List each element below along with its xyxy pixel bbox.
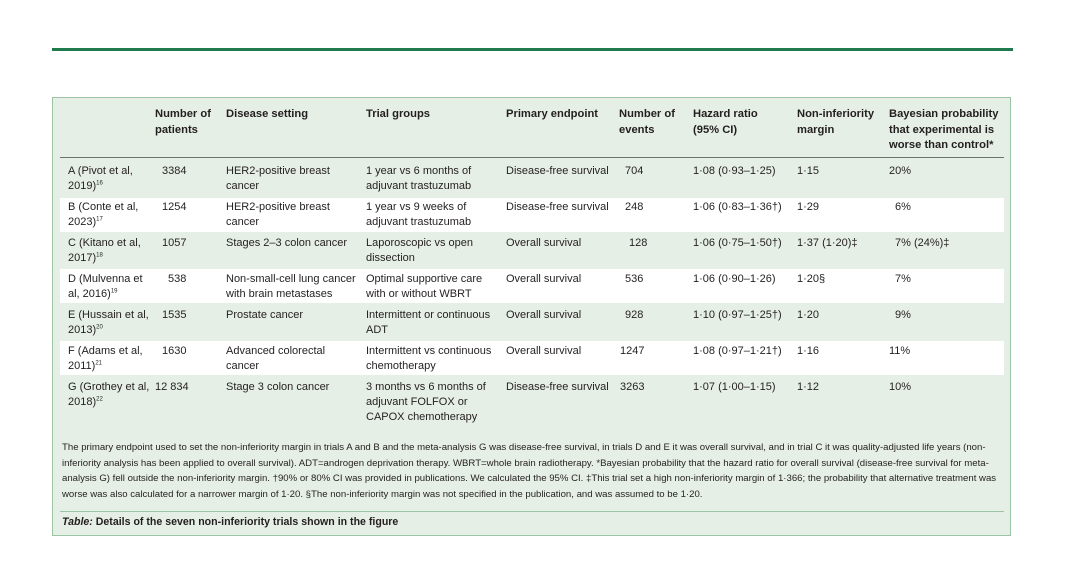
trial-name: G (Grothey et al, 2018)$^{22}$ (68, 381, 150, 408)
hazard-ratio-value: 1·08 (0·93–1·25) (693, 165, 776, 177)
hazard-ratio-value: 1·06 (0·83–1·36†) (693, 201, 782, 213)
hazard-ratio-value: 1·08 (0·97–1·21†) (693, 345, 782, 357)
trial-name: A (Pivot et al, 2019)$^{16}$ (68, 165, 133, 192)
margin-value: 1·15 (797, 165, 820, 177)
disease-setting-value: HER2-positive breast cancer (226, 165, 330, 192)
header-patients: Number of patients (155, 108, 211, 136)
header-events: Number of events (619, 108, 675, 136)
reference-number: 21 (95, 360, 103, 367)
top-rule (52, 48, 1013, 51)
events-value: 3263 (620, 381, 645, 393)
patients-value: 12 834 (155, 381, 189, 393)
endpoint-value: Overall survival (506, 345, 582, 357)
header-primary-endpoint: Primary endpoint (506, 108, 599, 120)
trial-groups-value: Optimal supportive care with or without WBRT (366, 273, 483, 300)
probability-value: 10% (889, 381, 912, 393)
trial-name: F (Adams et al, 2011)$^{21}$ (68, 345, 143, 372)
disease-setting-value: Non-small-cell lung cancer with brain metastases (226, 273, 356, 300)
trial-groups-value: 1 year vs 9 weeks of adjuvant trastuzumab (366, 201, 472, 228)
table-footnote: The primary endpoint used to set the non-inferiority margin in trials A and B and the meta-analysis G was disease-free survival, in trials D and E it was overall survival, and in trial C it was quality-adjusted life years (non-inferiority analysis has been applied to overall survival). ADT=androgen deprivation therapy. WBRT=whole brain radiotherapy. *Bayesian probability that the hazard ratio for overall survival (disease-free survival for meta-analysis G) fell outside the non-inferiority margin. †90% or 80% CI was provided in publications. We calculated the 95% CI. ‡This trial set a high non-inferiority margin of 1·366; the probability that alternative treatment was worse was also calculated for a narrower margin of 1·20. §The non-inferiority margin was not specified in the publication, and was assumed to be 1·20. (62, 442, 997, 500)
margin-value: 1·29 (797, 201, 820, 213)
disease-setting-value: Advanced colorectal cancer (226, 345, 326, 372)
reference-number: 20 (96, 324, 103, 331)
patients-value: 3384 (162, 165, 187, 177)
caption-text: Details of the seven non-inferiority trials shown in the figure (92, 516, 399, 528)
trial-name: E (Hussain et al, 2013)$^{20}$ (68, 309, 149, 336)
trial-groups-value: Intermittent or continuous ADT (366, 309, 491, 336)
events-value: 704 (625, 165, 644, 177)
probability-value: 9% (895, 309, 911, 321)
caption-rule (60, 511, 1004, 512)
endpoint-value: Overall survival (506, 273, 582, 285)
margin-value: 1·37 (1·20)‡ (797, 237, 858, 249)
trial-groups-value: 1 year vs 6 months of adjuvant trastuzumab (366, 165, 472, 192)
patients-value: 1254 (162, 201, 187, 213)
margin-value: 1·16 (797, 345, 820, 357)
trial-name: D (Mulvenna et al, 2016)$^{19}$ (68, 273, 143, 300)
margin-value: 1·20§ (797, 273, 826, 285)
probability-value: 6% (895, 201, 911, 213)
events-value: 536 (625, 273, 644, 285)
reference-number: 18 (96, 252, 103, 259)
header-trial-groups: Trial groups (366, 108, 431, 120)
patients-value: 1057 (162, 237, 187, 249)
trial-name: C (Kitano et al, 2017)$^{18}$ (68, 237, 141, 264)
events-value: 1247 (620, 345, 645, 357)
hazard-ratio-value: 1·06 (0·75–1·50†) (693, 237, 782, 249)
trial-groups-value: 3 months vs 6 months of adjuvant FOLFOX or CAPOX chemotherapy (366, 381, 486, 423)
endpoint-value: Disease-free survival (506, 381, 609, 393)
endpoint-value: Overall survival (506, 309, 582, 321)
events-value: 928 (625, 309, 644, 321)
reference-number: 17 (96, 216, 103, 223)
disease-setting-value: Stage 3 colon cancer (226, 381, 330, 393)
endpoint-value: Overall survival (506, 237, 582, 249)
header-hazard-ratio: Hazard ratio (95% CI) (693, 108, 758, 136)
disease-setting-value: HER2-positive breast cancer (226, 201, 330, 228)
hazard-ratio-value: 1·10 (0·97–1·25†) (693, 309, 782, 321)
margin-value: 1·12 (797, 381, 820, 393)
header-margin: Non-inferiority margin (797, 108, 875, 136)
endpoint-value: Disease-free survival (506, 201, 609, 213)
disease-setting-value: Prostate cancer (226, 309, 304, 321)
reference-number: 19 (110, 288, 118, 295)
header-disease-setting: Disease setting (226, 108, 309, 120)
patients-value: 538 (168, 273, 187, 285)
endpoint-value: Disease-free survival (506, 165, 609, 177)
trial-groups-value: Intermittent vs continuous chemotherapy (366, 345, 492, 372)
table-caption (62, 515, 398, 530)
patients-value: 1535 (162, 309, 187, 321)
probability-value: 11% (889, 345, 911, 357)
disease-setting-value: Stages 2–3 colon cancer (226, 237, 348, 249)
probability-value: 20% (889, 165, 912, 177)
patients-value: 1630 (162, 345, 187, 357)
reference-number: 22 (96, 396, 103, 403)
events-value: 128 (629, 237, 648, 249)
probability-value: 7% (895, 273, 911, 285)
trial-name: B (Conte et al, 2023)$^{17}$ (68, 201, 139, 228)
header-bayesian-probability: Bayesian probability that experimental is worse than control* (889, 108, 999, 151)
reference-number: 16 (96, 180, 103, 187)
header-rule (60, 157, 1004, 158)
trial-groups-value: Laporoscopic vs open dissection (366, 237, 474, 264)
hazard-ratio-value: 1·06 (0·90–1·26) (693, 273, 776, 285)
events-value: 248 (625, 201, 644, 213)
margin-value: 1·20 (797, 309, 820, 321)
hazard-ratio-value: 1·07 (1·00–1·15) (693, 381, 776, 393)
probability-value: 7% (24%)‡ (895, 237, 950, 249)
caption-label: Table: (62, 516, 93, 528)
